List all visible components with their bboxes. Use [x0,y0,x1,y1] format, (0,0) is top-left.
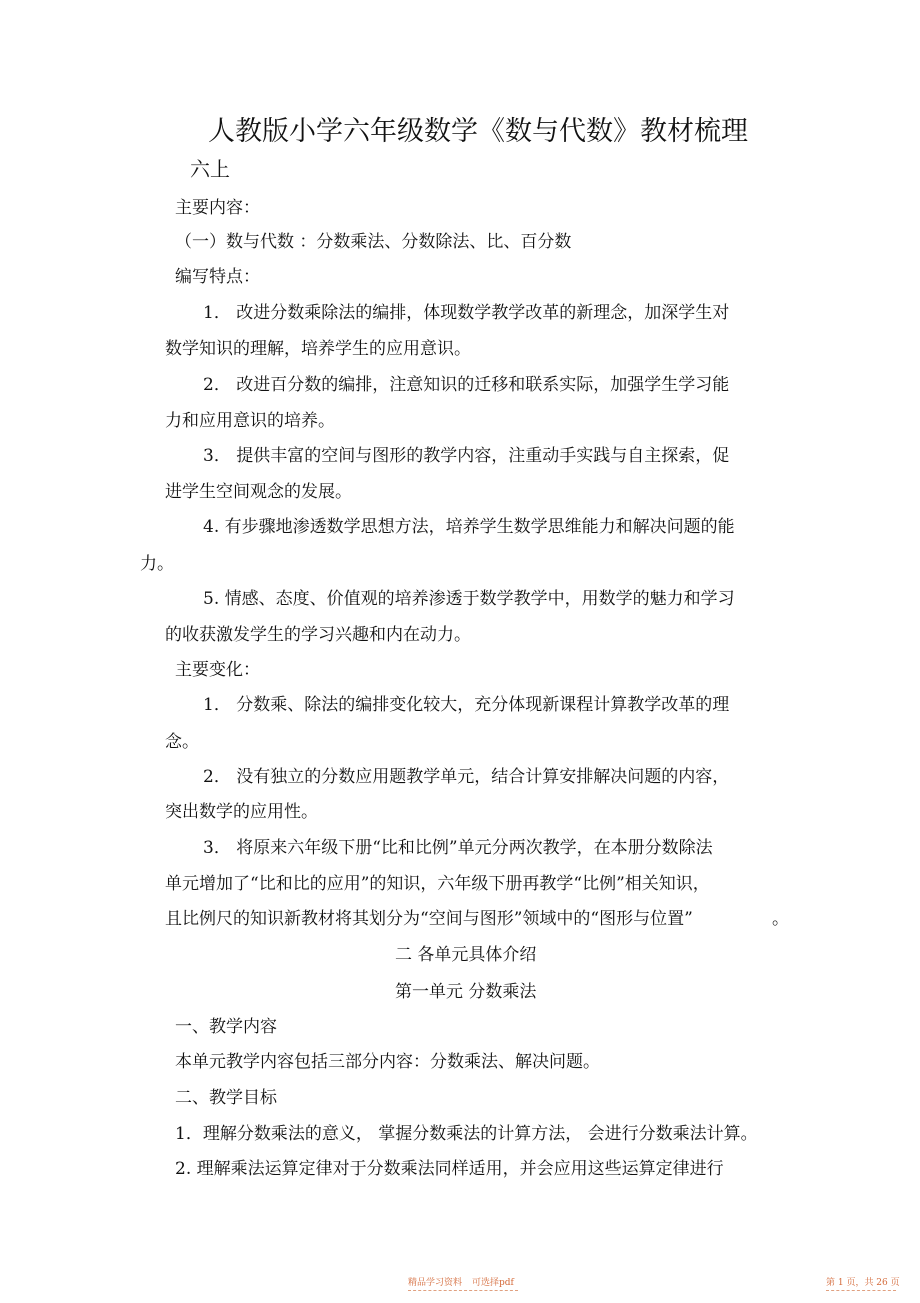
heading-writing-features: 编写特点： [175,267,260,287]
document-subtitle: 六上 [190,157,230,181]
paragraph-line: 2． 没有独立的分数应用题教学单元，结合计算安排解决问题的内容， [203,767,730,787]
heading-teaching-content: 一、教学内容 [175,1017,277,1037]
paragraph-line: 。 [772,909,789,929]
heading-teaching-goals: 二、教学目标 [175,1088,277,1108]
heading-main-changes: 主要变化： [175,660,260,680]
section-heading: 二 各单元具体介绍 [395,945,537,965]
paragraph-line: 念。 [165,732,199,752]
paragraph-line: 1． 改进分数乘除法的编排，体现数学教学改革的新理念，加深学生对 [203,303,730,323]
paragraph-line: 3． 将原来六年级下册“比和比例”单元分两次教学，在本册分数除法 [203,838,713,858]
paragraph-line: 1．理解分数乘法的意义， 掌握分数乘法的计算方法， 会进行分数乘法计算。 [175,1124,758,1144]
paragraph-line: 2. 理解乘法运算定律对于分数乘法同样适用，并会应用这些运算定律进行 [175,1159,724,1179]
footer-divider [408,1290,518,1291]
footer-left [408,1275,524,1288]
footer-label: 可选择pdf [472,1278,514,1288]
document-title: 人教版小学六年级数学《数与代数》教材梳理 [208,116,748,147]
paragraph-line: 且比例尺的知识新教材将其划分为“空间与图形”领域中的“图形与位置” [165,909,693,929]
footer-divider [826,1290,896,1291]
paragraph-line: 3． 提供丰富的空间与图形的教学内容，注重动手实践与自主探索，促 [203,446,730,466]
page-number: 第 1 页，共 26 页 [826,1278,900,1288]
heading-main-content: 主要内容： [175,198,260,218]
unit-heading: 第一单元 分数乘法 [395,982,537,1002]
footer-label: 精品学习资料 [408,1278,463,1288]
paragraph-line: 4. 有步骤地渗透数学思想方法，培养学生数学思维能力和解决问题的能 [203,517,735,537]
paragraph-line: 单元增加了“比和比的应用”的知识，六年级下册再教学“比例”相关知识， [165,874,710,894]
paragraph-line: 进学生空间观念的发展。 [165,482,352,502]
paragraph-line: 本单元教学内容包括三部分内容：分数乘法、解决问题。 [175,1052,600,1072]
paragraph-line: 突出数学的应用性。 [165,802,318,822]
paragraph-line: 5. 情感、态度、价值观的培养渗透于数学教学中，用数学的魅力和学习 [203,589,735,609]
paragraph-line: 1． 分数乘、除法的编排变化较大，充分体现新课程计算教学改革的理 [203,695,730,715]
paragraph-line: （一）数与代数 ：分数乘法、分数除法、比、百分数 [175,232,572,252]
paragraph-line: 数学知识的理解，培养学生的应用意识。 [165,339,471,359]
paragraph-line: 力和应用意识的培养。 [165,411,335,431]
paragraph-line: 2． 改进百分数的编排，注意知识的迁移和联系实际，加强学生学习能 [203,375,730,395]
paragraph-line: 力。 [140,554,174,574]
paragraph-line: 的收获激发学生的学习兴趣和内在动力。 [165,625,471,645]
